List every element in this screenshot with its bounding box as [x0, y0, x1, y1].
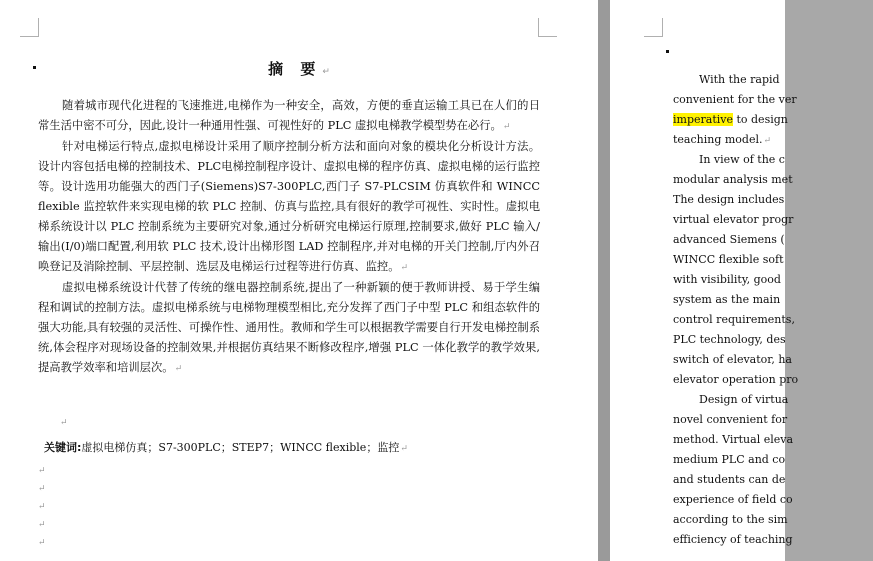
text-line: elevator operation pro — [673, 373, 799, 386]
text-line: The design includes — [673, 193, 785, 206]
text-line: With the rapid — [699, 73, 780, 86]
document-page-right — [610, 0, 799, 561]
english-abstract-body[interactable] — [673, 70, 873, 550]
text-fragment: to design — [732, 113, 788, 126]
text-line: In view of the c — [699, 153, 785, 166]
text-line: convenient for the ver — [673, 93, 797, 106]
text-line: modular analysis met — [673, 173, 793, 186]
text-line: novel convenient for — [673, 413, 788, 426]
text-line: virtual elevator progr — [673, 213, 794, 226]
abstract-title-text: 摘 要 — [268, 60, 322, 78]
text-line: according to the sim — [673, 513, 788, 526]
paragraph-mark: ↵ — [400, 444, 408, 454]
paragraph-text: 随着城市现代化进程的飞速推进,电梯作为一种安全，高效，方便的垂直运输工具已在人们的日常生活中密不可分，因此,设计一种通用性强、可视性好的 PLC 虚拟电梯教学模型势在必行。 — [38, 99, 540, 132]
text-line: WINCC flexible soft — [673, 253, 784, 266]
abstract-paragraph-3[interactable] — [38, 278, 540, 379]
page-gutter — [598, 0, 610, 561]
text-line: control requirements, — [673, 313, 795, 326]
text-line: efficiency of teaching — [673, 533, 793, 546]
paragraph-mark: ↵ — [38, 520, 46, 530]
text-line: PLC technology, des — [673, 333, 786, 346]
paragraph-mark: ↵ — [38, 466, 46, 476]
margin-corner-top-right — [538, 18, 557, 37]
paragraph-mark: ↵ — [38, 502, 46, 512]
paragraph-mark: ↵ — [502, 122, 511, 132]
paragraph-text: 针对电梯运行特点,虚拟电梯设计采用了顺序控制分析方法和面向对象的模块化分析设计方法。设计内容包括电梯的控制技术、PLC电梯控制程序设计、虚拟电梯的程序仿真、虚拟电梯的运行监控等。设计选用功能强大的西门子(Siemens)S7-300PLC,西门子 S7-PLCSIM 仿真软件和 WINCC flexible 监控软件来实现电梯的软 PLC 控制、仿真与监控,具有很好的教学可视性、实时性。虚拟电梯系统设计以 PLC 控制系统为主要研究对象,通过分析研究电梯运行原理,控制要求,做好 PLC 输入/输出(I/0)端口配置,利用软 PLC 技术,设计出梯形图 LAD 控制程序,并对电梯的开关门控制,厅内外召唤登记及消除控制、平层控制、选层及电梯运行过程等进行仿真、监控。 — [38, 140, 540, 273]
text-line: with visibility, good — [673, 273, 781, 286]
paragraph-mark: ↵ — [400, 263, 409, 273]
abstract-paragraph-1[interactable] — [38, 96, 540, 137]
margin-corner-top-left — [20, 18, 39, 37]
keywords-text: 虚拟电梯仿真；S7-300PLC；STEP7；WINCC flexible；监控 — [81, 441, 400, 454]
abstract-title[interactable] — [0, 58, 598, 79]
text-line: and students can de — [673, 473, 786, 486]
paragraph-mark: ↵ — [60, 418, 68, 428]
text-line: advanced Siemens ( — [673, 233, 785, 246]
text-line: medium PLC and co — [673, 453, 786, 466]
empty-paragraphs — [38, 462, 46, 552]
margin-corner-top-left — [644, 18, 663, 37]
text-line: switch of elevator, ha — [673, 353, 792, 366]
paragraph-text: 虚拟电梯系统设计代替了传统的继电器控制系统,提出了一种新颖的便于教师讲授、易于学生编程和调试的控制方法。虚拟电梯系统与电梯物理模型相比,充分发挥了西门子中型 PLC 和组态软件的强大功能,具有较强的灵活性、可操作性、通用性。教师和学生可以根据教学需要自行开发电梯控制系统,体会程序对现场设备的控制效果,并根据仿真结果不断修改程序,增强 PLC 一体化教学的教学效果,提高教学效率和培训层次。 — [38, 281, 540, 374]
paragraph-mark: ↵ — [174, 364, 183, 374]
abstract-body[interactable] — [38, 96, 540, 379]
text-line — [673, 130, 873, 150]
bullet-dot — [666, 50, 669, 53]
paragraph-mark: ↵ — [322, 67, 330, 77]
text-line: experience of field co — [673, 493, 793, 506]
text-line: Design of virtua — [699, 393, 789, 406]
paragraph-mark: ↵ — [38, 484, 46, 494]
paragraph-mark: ↵ — [38, 538, 46, 548]
text-line: method. Virtual eleva — [673, 433, 794, 446]
abstract-paragraph-2[interactable] — [38, 137, 540, 278]
keywords-label: 关键词: — [44, 441, 82, 454]
text-line: system as the main — [673, 293, 781, 306]
highlighted-word[interactable]: imperative — [673, 113, 733, 126]
paragraph-mark: ↵ — [763, 136, 772, 146]
text-line — [673, 110, 873, 130]
text-fragment: teaching model. — [673, 133, 763, 146]
keywords-line[interactable] — [44, 438, 408, 459]
